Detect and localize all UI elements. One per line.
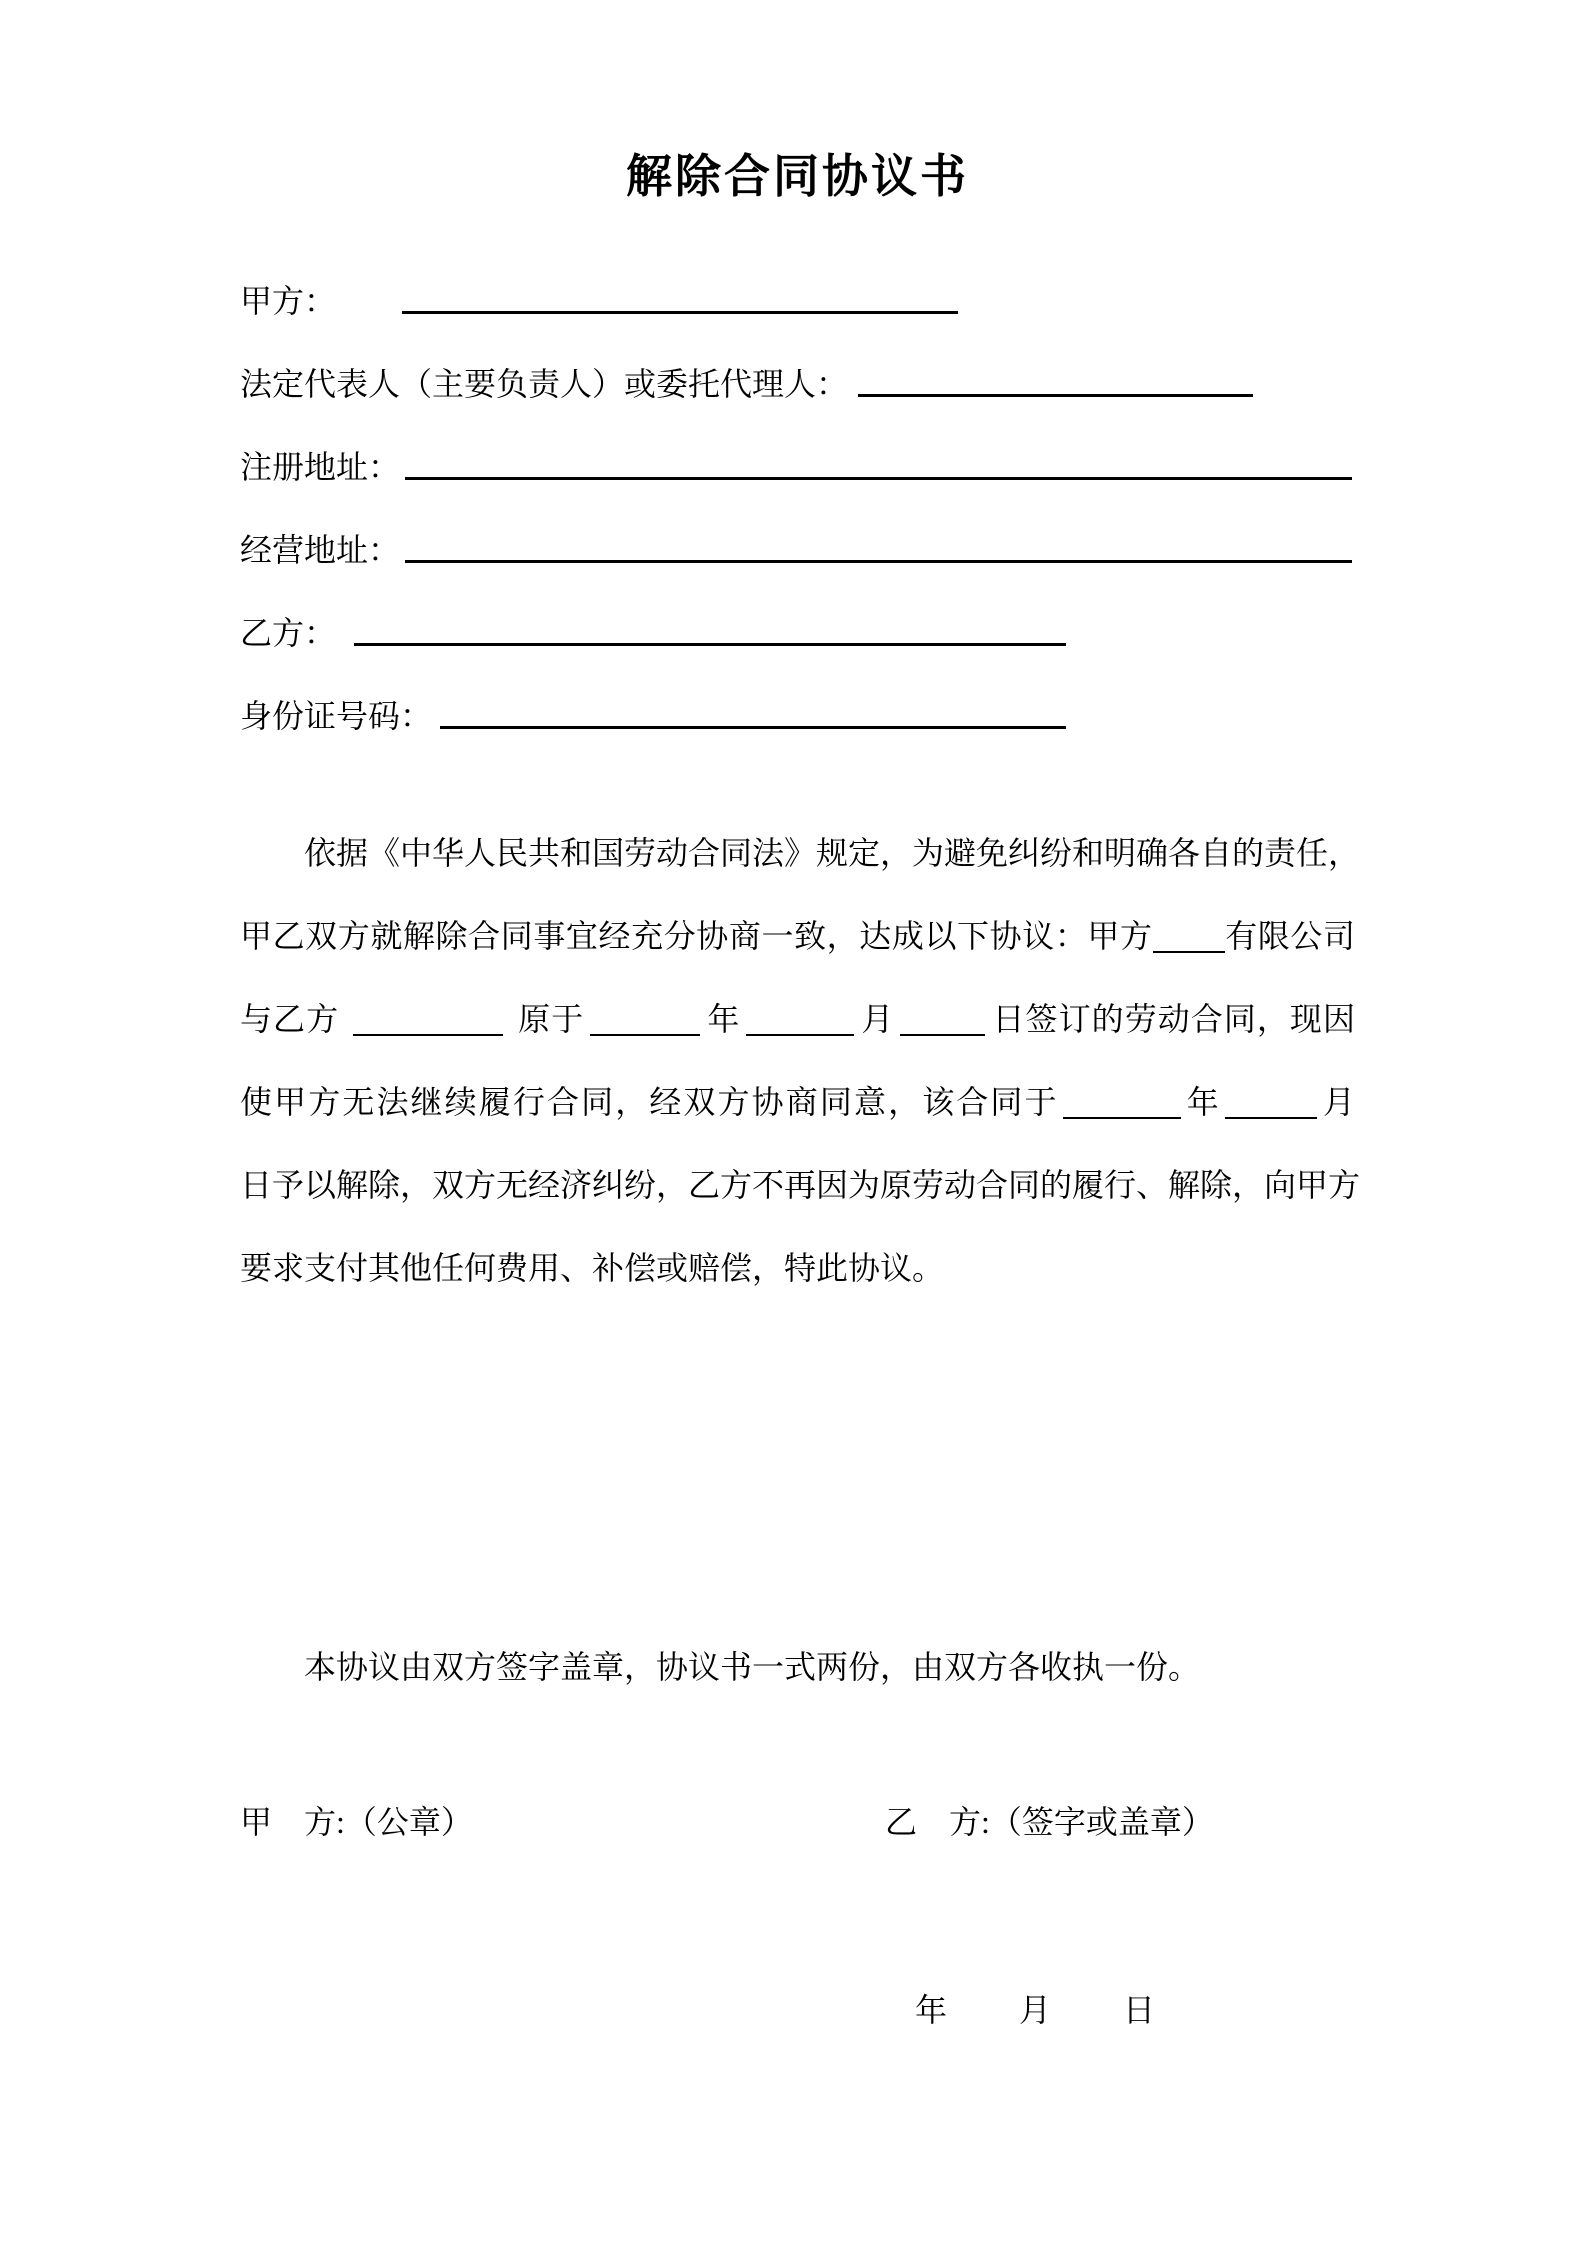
field-registered-address-label: 注册地址：	[240, 449, 401, 485]
date-line	[915, 1985, 1155, 2031]
party-b-signature-label: 乙 方:（签字或盖章）	[885, 1804, 1214, 1840]
date-year-label: 年	[915, 1992, 948, 2028]
page-title: 解除合同协议书	[626, 151, 969, 202]
agreement-line-6-text: 要求支付其他任何费用、补偿或赔偿，特此协议。	[240, 1250, 945, 1286]
agreement-line-2-tail: 有限公司	[1224, 918, 1355, 954]
agreement-line-3-mid: 原于	[517, 1001, 585, 1037]
agreement-line-3	[240, 978, 1355, 1061]
blank-sign-month	[746, 1034, 854, 1036]
agreement-line-6	[240, 1227, 1355, 1310]
date-month-label: 月	[1019, 1992, 1052, 2028]
field-legal-representative-label: 法定代表人（主要负责人）或委托代理人：	[240, 366, 849, 402]
agreement-line-5-text: 日予以解除，双方无经济纠纷，乙方不再因为原劳动合同的履行、解除，向甲方	[240, 1167, 1361, 1203]
field-party-a-label: 甲方：	[240, 283, 337, 319]
field-party-b-label: 乙方：	[240, 615, 337, 651]
field-registered-address-blank-line	[405, 477, 1352, 480]
agreement-line-1	[240, 812, 1361, 895]
agreement-line-3-tail: 日签订的劳动合同，现因	[991, 1001, 1355, 1037]
agreement-line-4	[240, 1061, 1355, 1144]
date-day-label: 日	[1123, 1992, 1156, 2028]
field-id-number-blank-line	[440, 726, 1066, 729]
agreement-line-3-month-label: 月	[860, 1001, 895, 1037]
field-business-address-label: 经营地址：	[240, 532, 401, 568]
blank-end-month	[1225, 1117, 1317, 1119]
blank-company-name	[1153, 951, 1225, 953]
field-party-a-blank-line	[402, 311, 958, 314]
agreement-line-1-text: 依据《中华人民共和国劳动合同法》规定，为避免纠纷和明确各自的责任，	[304, 835, 1361, 871]
blank-sign-day	[900, 1034, 985, 1036]
blank-party-b-name	[353, 1034, 503, 1036]
agreement-line-3-year-label: 年	[706, 1001, 741, 1037]
field-party-b-blank-line	[354, 643, 1066, 646]
closing-statement: 本协议由双方签字盖章，协议书一式两份，由双方各收执一份。	[304, 1649, 1201, 1685]
field-id-number-label: 身份证号码：	[240, 698, 433, 734]
agreement-line-5	[240, 1144, 1361, 1227]
agreement-paragraph	[240, 812, 1361, 1310]
agreement-line-4-month-label: 月	[1320, 1084, 1355, 1120]
agreement-line-3-party: 与乙方	[240, 1001, 340, 1037]
field-business-address-blank-line	[405, 560, 1352, 563]
field-legal-representative-blank-line	[858, 394, 1253, 397]
agreement-line-4-year-label: 年	[1184, 1084, 1221, 1120]
blank-sign-year	[590, 1034, 700, 1036]
blank-end-year	[1063, 1117, 1181, 1119]
agreement-line-2-text: 甲乙双方就解除合同事宜经充分协商一致，达成以下协议：甲方	[240, 918, 1153, 954]
agreement-line-4-text: 使甲方无法继续履行合同，经双方协商同意，该合同于	[240, 1084, 1059, 1120]
party-a-signature-label: 甲 方:（公章）	[240, 1804, 473, 1840]
agreement-line-2	[240, 895, 1355, 978]
